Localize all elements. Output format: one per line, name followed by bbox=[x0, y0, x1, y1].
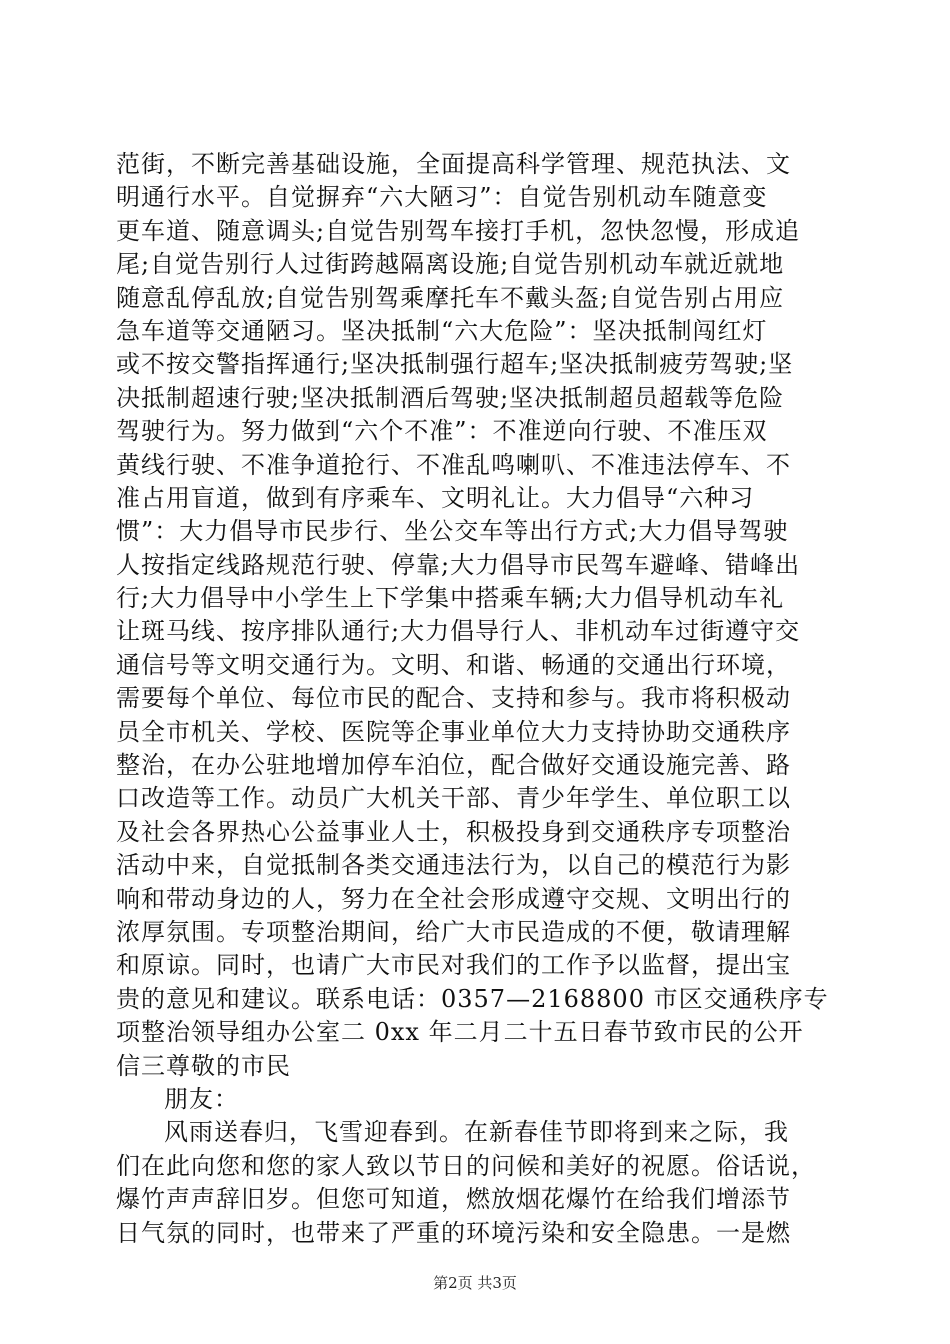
text-line: 口改造等工作。动员广大机关干部、青少年学生、单位职工以 bbox=[116, 784, 791, 813]
text-line: 黄线行驶、不准争道抢行、不准乱鸣喇叭、不准违法停车、不 bbox=[116, 450, 791, 479]
text-line: 响和带动身边的人，努力在全社会形成遵守交规、文明出行的 bbox=[116, 884, 791, 913]
text-line: 活动中来，自觉抵制各类交通违法行为，以自己的模范行为影 bbox=[116, 851, 791, 880]
text-line: 驾驶行为。努力做到“六个不准”：不准逆向行驶、不准压双 bbox=[116, 417, 768, 446]
text-line: 急车道等交通陋习。坚决抵制“六大危险”：坚决抵制闯红灯 bbox=[116, 316, 768, 345]
text-line: 日气氛的同时，也带来了严重的环境污染和安全隐患。一是燃 bbox=[116, 1218, 791, 1247]
text-line: 浓厚氛围。专项整治期间，给广大市民造成的不便，敬请理解 bbox=[116, 917, 791, 946]
text-line: 惯”：大力倡导市民步行、坐公交车等出行方式;大力倡导驾驶 bbox=[116, 517, 789, 546]
text-line: 爆竹声声辞旧岁。但您可知道，燃放烟花爆竹在给我们增添节 bbox=[116, 1185, 791, 1214]
text-line: 员全市机关、学校、医院等企事业单位大力支持协助交通秩序 bbox=[116, 717, 791, 746]
salutation-line: 朋友： bbox=[164, 1084, 239, 1113]
text-line: 明通行水平。自觉摒弃“六大陋习”：自觉告别机动车随意变 bbox=[116, 183, 768, 212]
text-line: 让斑马线、按序排队通行;大力倡导行人、非机动车过街遵守交 bbox=[116, 617, 801, 646]
text-line: 决抵制超速行驶;坚决抵制酒后驾驶;坚决抵制超员超载等危险 bbox=[116, 383, 785, 412]
text-line: 行;大力倡导中小学生上下学集中搭乘车辆;大力倡导机动车礼 bbox=[116, 584, 785, 613]
text-line: 整治，在办公驻地增加停车泊位，配合做好交通设施完善、路 bbox=[116, 751, 791, 780]
text-line: 及社会各界热心公益事业人士，积极投身到交通秩序专项整治 bbox=[116, 817, 791, 846]
page-number-footer: 第2页 共3页 bbox=[433, 1274, 517, 1292]
paragraph-first-line: 风雨送春归，飞雪迎春到。在新春佳节即将到来之际，我 bbox=[164, 1118, 789, 1147]
text-line: 或不按交警指挥通行;坚决抵制强行超车;坚决抵制疲劳驾驶;坚 bbox=[116, 350, 794, 379]
text-line: 和原谅。同时，也请广大市民对我们的工作予以监督，提出宝 bbox=[116, 951, 791, 980]
text-line: 尾;自觉告别行人过街跨越隔离设施;自觉告别机动车就近就地 bbox=[116, 250, 785, 279]
text-line: 随意乱停乱放;自觉告别驾乘摩托车不戴头盔;自觉告别占用应 bbox=[116, 283, 785, 312]
text-line: 人按指定线路规范行驶、停靠;大力倡导市民驾车避峰、错峰出 bbox=[116, 550, 801, 579]
text-line: 们在此向您和您的家人致以节日的问候和美好的祝愿。俗话说， bbox=[116, 1151, 816, 1180]
text-line: 信三尊敬的市民 bbox=[116, 1051, 291, 1080]
body-text bbox=[116, 148, 846, 1250]
text-line: 需要每个单位、每位市民的配合、支持和参与。我市将积极动 bbox=[116, 684, 791, 713]
text-line: 项整治领导组办公室二 0xx 年二月二十五日春节致市民的公开 bbox=[116, 1018, 804, 1047]
text-line: 通信号等文明交通行为。文明、和谐、畅通的交通出行环境， bbox=[116, 650, 791, 679]
text-line: 准占用盲道，做到有序乘车、文明礼让。大力倡导“六种习 bbox=[116, 483, 755, 512]
text-line: 更车道、随意调头;自觉告别驾车接打手机，忽快忽慢，形成追 bbox=[116, 216, 801, 245]
text-line: 范街，不断完善基础设施，全面提高科学管理、规范执法、文 bbox=[116, 150, 791, 178]
text-line: 贵的意见和建议。联系电话：0357—2168800 市区交通秩序专 bbox=[116, 984, 829, 1013]
